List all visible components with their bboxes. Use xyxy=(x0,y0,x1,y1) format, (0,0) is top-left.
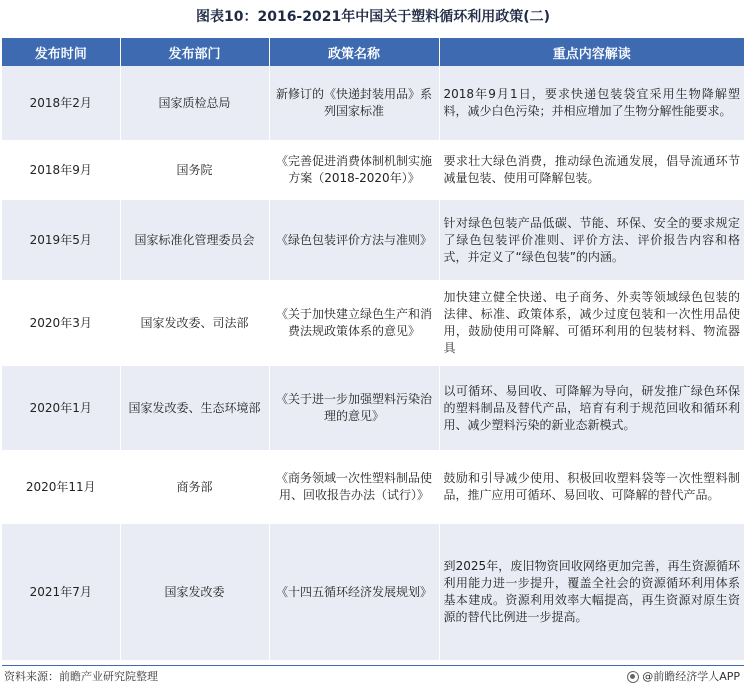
cell-date: 2021年7月 xyxy=(2,524,120,660)
table-row xyxy=(2,450,744,524)
cell-date: 2018年9月 xyxy=(2,140,120,200)
cell-summary: 鼓励和引导减少使用、积极回收塑料袋等一次性塑料制品，推广应用可循环、易回收、可降解的替代产品。 xyxy=(439,450,744,524)
cell-summary: 针对绿色包装产品低碳、节能、环保、安全的要求规定了绿色包装评价准则、评价方法、评价报告内容和格式，并定义了“绿色包装”的内涵。 xyxy=(439,200,744,280)
cell-summary: 以可循环、易回收、可降解为导向，研发推广绿色环保的塑料制品及替代产品，培育有利于规范回收和循环利用、减少塑料污染的新业态新模式。 xyxy=(439,366,744,450)
brand-label: @前瞻经济学人APP xyxy=(642,670,740,683)
cell-policy: 《绿色包装评价方法与准则》 xyxy=(269,200,439,280)
cell-date: 2020年3月 xyxy=(2,280,120,366)
cell-summary: 加快建立健全快递、电子商务、外卖等领域绿色包装的法律、标准、政策体系，减少过度包装和一次性用品使用，鼓励使用可降解、可循环利用的包装材料、物流器具 xyxy=(439,280,744,366)
table-row xyxy=(2,66,744,140)
cell-department: 国务院 xyxy=(120,140,269,200)
cell-department: 国家发改委、司法部 xyxy=(120,280,269,366)
column-header-date: 发布时间 xyxy=(2,38,120,66)
table-header-row xyxy=(2,38,744,66)
cell-policy: 《十四五循环经济发展规划》 xyxy=(269,524,439,660)
cell-summary: 到2025年，废旧物资回收网络更加完善，再生资源循环利用能力进一步提升，覆盖全社会的资源循环利用体系基本建成。资源利用效率大幅提高，再生资源对原生资源的替代比例进一步提高。 xyxy=(439,524,744,660)
brand-logo-icon xyxy=(627,671,639,683)
cell-department: 国家标准化管理委员会 xyxy=(120,200,269,280)
cell-policy: 《关于加快建立绿色生产和消费法规政策体系的意见》 xyxy=(269,280,439,366)
cell-department: 国家发改委、生态环境部 xyxy=(120,366,269,450)
table-row xyxy=(2,524,744,660)
table-row xyxy=(2,366,744,450)
cell-date: 2019年5月 xyxy=(2,200,120,280)
table-row xyxy=(2,280,744,366)
column-header-policy: 政策名称 xyxy=(269,38,439,66)
source-note: 资料来源：前瞻产业研究院整理 xyxy=(4,670,158,683)
cell-summary: 2018年9月1日，要求快递包装袋宜采用生物降解塑料，减少白色污染；并相应增加了生物分解性能要求。 xyxy=(439,66,744,140)
cell-date: 2018年2月 xyxy=(2,66,120,140)
column-header-department: 发布部门 xyxy=(120,38,269,66)
cell-department: 商务部 xyxy=(120,450,269,524)
cell-summary: 要求壮大绿色消费，推动绿色流通发展，倡导流通环节减量包装、使用可降解包装。 xyxy=(439,140,744,200)
cell-policy: 新修订的《快递封装用品》系列国家标准 xyxy=(269,66,439,140)
page-title: 图表10：2016-2021年中国关于塑料循环利用政策(二) xyxy=(195,9,551,25)
column-header-summary: 重点内容解读 xyxy=(439,38,744,66)
cell-policy: 《完善促进消费体制机制实施方案（2018-2020年）》 xyxy=(269,140,439,200)
cell-department: 国家质检总局 xyxy=(120,66,269,140)
brand-credit xyxy=(627,668,740,686)
cell-policy: 《商务领域一次性塑料制品使用、回收报告办法（试行）》 xyxy=(269,450,439,524)
cell-policy: 《关于进一步加强塑料污染治理的意见》 xyxy=(269,366,439,450)
cell-department: 国家发改委 xyxy=(120,524,269,660)
table-row xyxy=(2,200,744,280)
cell-date: 2020年11月 xyxy=(2,450,120,524)
footer-divider xyxy=(2,665,744,666)
cell-date: 2020年1月 xyxy=(2,366,120,450)
table-row xyxy=(2,140,744,200)
policy-table xyxy=(2,38,744,660)
